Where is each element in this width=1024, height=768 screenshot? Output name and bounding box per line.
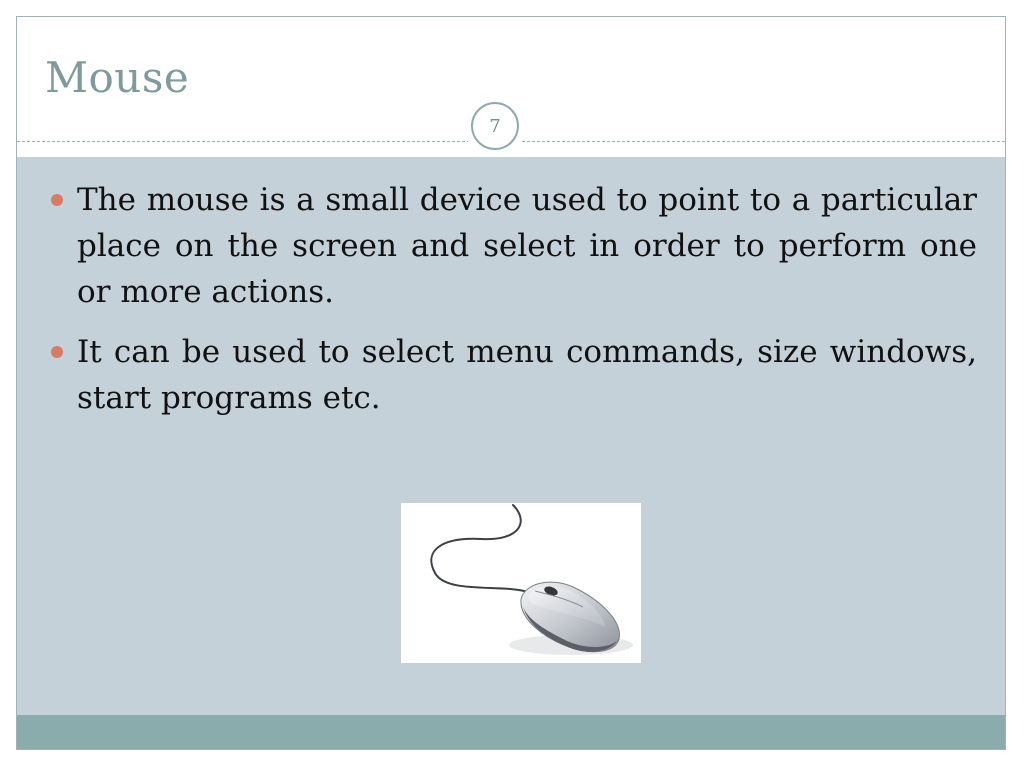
slide-number-badge — [467, 98, 523, 154]
computer-mouse-icon — [401, 503, 641, 663]
bullet-text: The mouse is a small device used to point to a particular place on the screen and select in order to perform one or more actions. — [77, 182, 977, 310]
slide-title: Mouse — [45, 53, 190, 102]
slide-number: 7 — [471, 102, 519, 150]
bullet-item — [47, 177, 977, 315]
bullet-text: It can be used to select menu commands, size windows, start programs etc. — [77, 334, 977, 416]
footer-bar — [17, 715, 1005, 749]
bullet-item — [47, 329, 977, 421]
bullet-marker-icon — [51, 346, 63, 358]
bullet-list — [47, 177, 977, 435]
bullet-marker-icon — [51, 194, 63, 206]
computer-mouse-illustration — [401, 503, 641, 663]
